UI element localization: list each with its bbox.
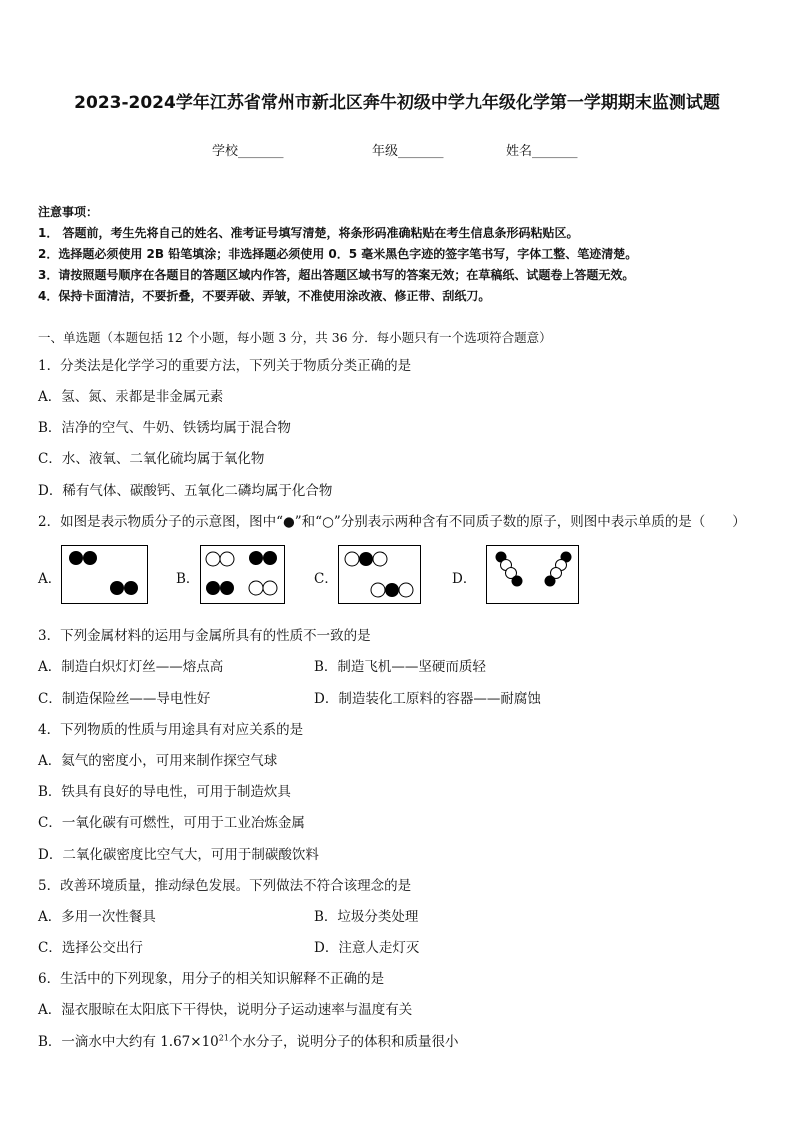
question-5-option-d: D．注意人走灯灭: [314, 940, 420, 956]
molecule-diagram-c: [338, 545, 422, 605]
grade-field: 年级_______: [372, 144, 444, 159]
question-5-option-a: A．多用一次性餐具: [38, 909, 156, 925]
question-6-option-b: [38, 1030, 458, 1050]
question-5-stem: 5．改善环境质量，推动绿色发展。下列做法不符合该理念的是: [38, 878, 412, 894]
question-4-option-d: D．二氧化碳密度比空气大，可用于制碳酸饮料: [38, 847, 319, 863]
question-6-stem: 6．生活中的下列现象，用分子的相关知识解释不正确的是: [38, 971, 385, 987]
molecule-diagram-a: [61, 545, 149, 605]
question-2-label-c: C．: [314, 571, 338, 587]
question-1-option-b: B．洁净的空气、牛奶、铁锈均属于混合物: [38, 420, 291, 436]
question-2-label-b: B．: [176, 571, 200, 587]
exam-title: 2023-2024学年江苏省常州市新北区奔牛初级中学九年级化学第一学期期末监测试题: [74, 93, 720, 113]
notice-item: 4．保持卡面清洁，不要折叠，不要弄破、弄皱，不准使用涂改液、修正带、刮纸刀。: [38, 289, 491, 303]
question-3-option-b: B．制造飞机——坚硬而质轻: [314, 659, 486, 675]
question-6-option-a: A．湿衣服晾在太阳底下干得快，说明分子运动速率与温度有关: [38, 1002, 413, 1018]
question-4-stem: 4．下列物质的性质与用途具有对应关系的是: [38, 722, 304, 738]
school-field: 学校_______: [212, 144, 284, 159]
question-4-option-c: C．一氧化碳有可燃性，可用于工业冶炼金属: [38, 815, 305, 831]
question-1-option-a: A．氢、氮、汞都是非金属元素: [38, 389, 224, 405]
molecule-diagram-d: [486, 545, 580, 605]
question-1-option-d: D．稀有气体、碳酸钙、五氧化二磷均属于化合物: [38, 483, 333, 499]
notice-heading: 注意事项：: [38, 205, 99, 219]
question-2-stem: 2．如图是表示物质分子的示意图，图中“●”和“○”分别表示两种含有不同质子数的原子，则图中表示单质的是（ ）: [38, 514, 746, 530]
exponent: 21: [218, 1033, 229, 1043]
name-field: 姓名_______: [506, 144, 578, 159]
question-5-option-c: C．选择公交出行: [38, 940, 143, 956]
question-2-label-a: A．: [38, 571, 62, 587]
question-4-option-a: A．氦气的密度小，可用来制作探空气球: [38, 753, 278, 769]
notice-item: 2．选择题必须使用 2B 铅笔填涂；非选择题必须使用 0．5 毫米黑色字迹的签字笔书写，字体工整、笔迹清楚。: [38, 247, 638, 261]
question-6-option-b-suffix: 个水分子，说明分子的体积和质量很小: [228, 1034, 459, 1050]
question-3-option-a: A．制造白炽灯灯丝——熔点高: [38, 659, 224, 675]
question-3-option-c: C．制造保险丝——导电性好: [38, 691, 211, 707]
molecule-diagram-b: [200, 545, 286, 605]
question-5-option-b: B．垃圾分类处理: [314, 909, 419, 925]
question-4-option-b: B．铁具有良好的导电性，可用于制造炊具: [38, 784, 291, 800]
question-3-stem: 3．下列金属材料的运用与金属所具有的性质不一致的是: [38, 628, 371, 644]
question-1-option-c: C．水、液氧、二氧化硫均属于氧化物: [38, 451, 265, 467]
question-2-label-d: D．: [452, 571, 477, 587]
question-1-stem: 1．分类法是化学学习的重要方法，下列关于物质分类正确的是: [38, 358, 412, 374]
question-3-option-d: D．制造装化工原料的容器——耐腐蚀: [314, 691, 541, 707]
section-heading: 一、单选题（本题包括 12 个小题，每小题 3 分，共 36 分．每小题只有一个选项符合题意）: [38, 330, 552, 345]
notice-item: 3．请按照题号顺序在各题目的答题区域内作答，超出答题区域书写的答案无效；在草稿纸、试题卷上答题无效。: [38, 268, 635, 282]
question-6-option-b-prefix: B．一滴水中大约有 1.67×10: [38, 1034, 219, 1050]
notice-item: 1． 答题前，考生先将自己的姓名、准考证号填写清楚，将条形码准确粘贴在考生信息条形码粘贴区。: [38, 226, 579, 240]
